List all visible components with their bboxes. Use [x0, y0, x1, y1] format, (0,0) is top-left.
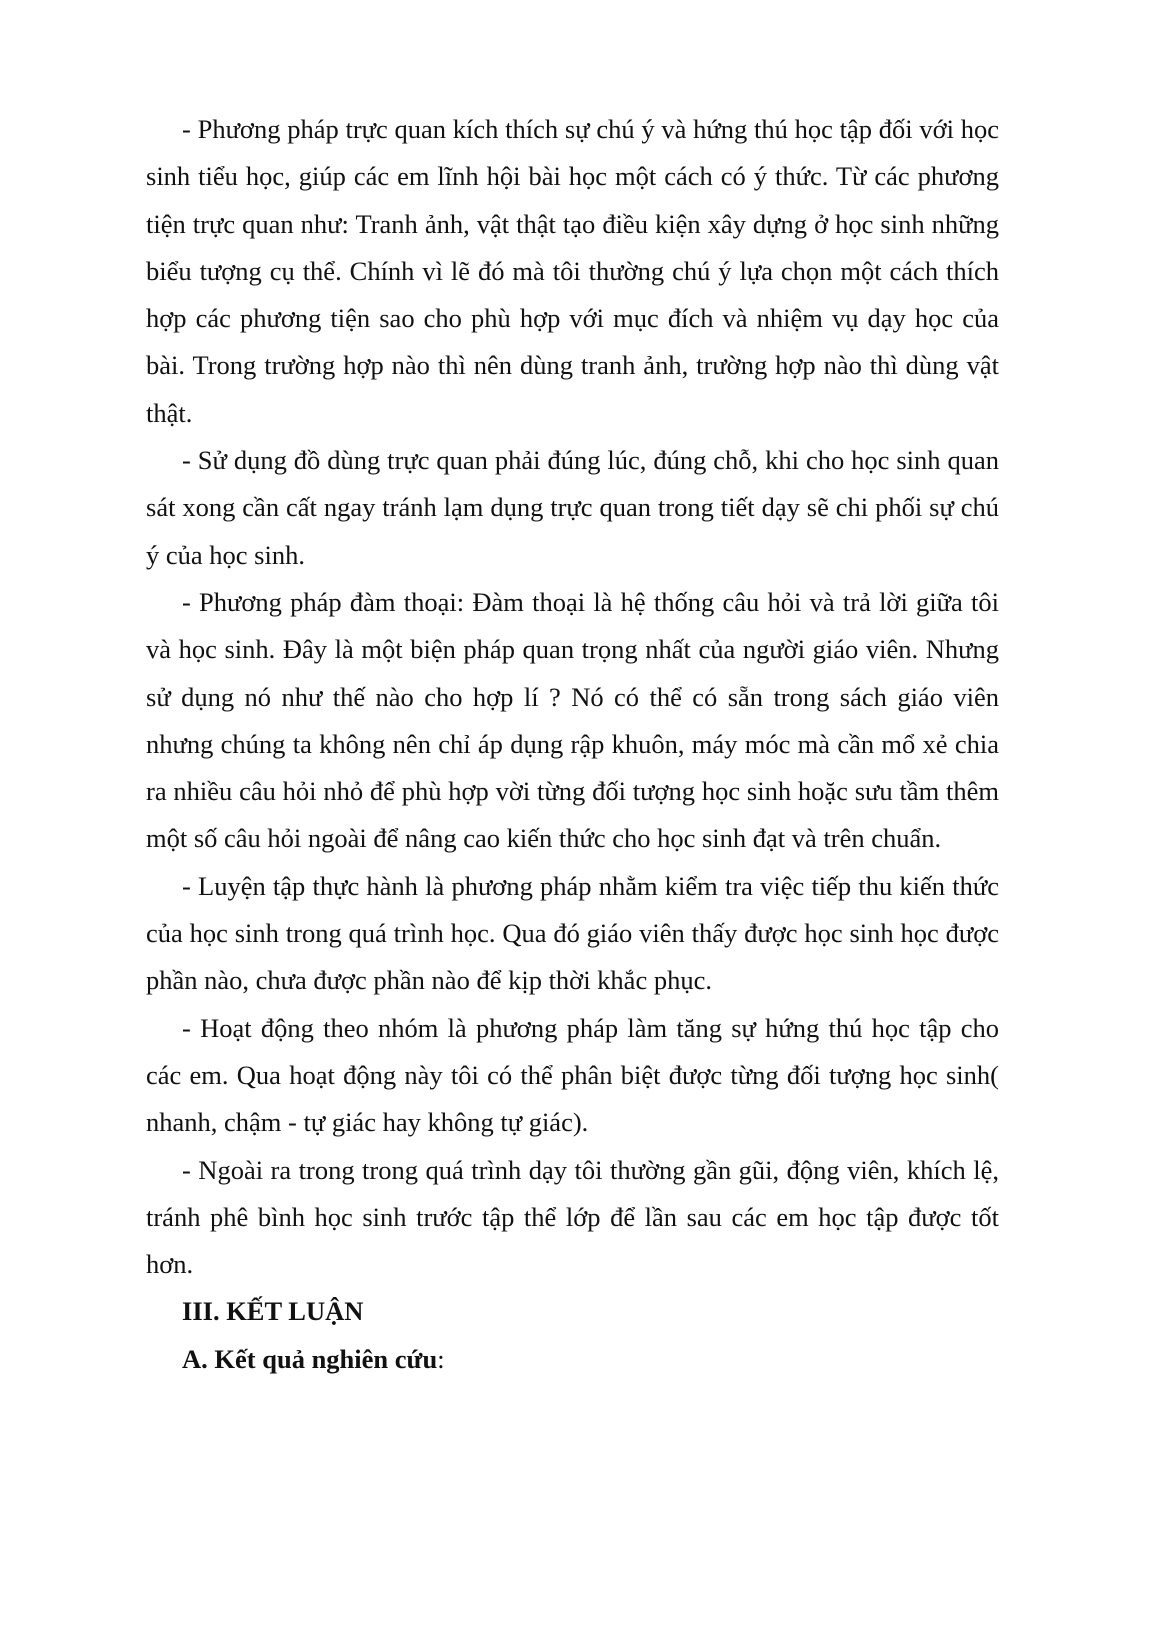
paragraph-group-activity: - Hoạt động theo nhóm là phương pháp làm tăng sự hứng thú học tập cho các em. Qua hoạt động này tôi có thể phân biệt được từng đối tượng học sinh( nhanh, chậm - tự giác hay không tự giác).: [146, 1012, 999, 1138]
paragraph-encouragement: - Ngoài ra trong trong quá trình dạy tôi thường gần gũi, động viên, khích lệ, tránh phê bình học sinh trước tập thể lớp để lần sau các em học tập được tốt hơn.: [146, 1154, 999, 1280]
paragraph-visual-aids-usage: - Sử dụng đồ dùng trực quan phải đúng lúc, đúng chỗ, khi cho học sinh quan sát xong cần cất ngay tránh lạm dụng trực quan trong tiết dạy sẽ chi phối sự chú ý của học sinh.: [146, 445, 999, 570]
paragraph-dialogue-method: - Phương pháp đàm thoại: Đàm thoại là hệ thống câu hỏi và trả lời giữa tôi và học sinh. Đây là một biện pháp quan trọng nhất của người giáo viên. Nhưng sử dụng nó như thế nào cho hợp lí ? Nó có thể có sẵn trong sách giáo viên nhưng chúng ta không nên chỉ áp dụng rập khuôn, máy móc mà cần mổ xẻ chia ra nhiều câu hỏi nhỏ để phù hợp vời từng đối tượng học sinh hoặc sưu tầm thêm một số câu hỏi ngoài để nâng cao kiến thức cho học sinh đạt và trên chuẩn.: [146, 586, 999, 854]
document-page: [146, 106, 999, 1383]
paragraph-visual-method: - Phương pháp trực quan kích thích sự chú ý và hứng thú học tập đối với học sinh tiểu học, giúp các em lĩnh hội bài học một cách có ý thức. Từ các phương tiện trực quan như: Tranh ảnh, vật thật tạo điều kiện xây dựng ở học sinh những biểu tượng cụ thể. Chính vì lẽ đó mà tôi thường chú ý lựa chọn một cách thích hợp các phương tiện sao cho phù hợp với mục đích và nhiệm vụ dạy học của bài. Trong trường hợp nào thì nên dùng tranh ảnh, trường hợp nào thì dùng vật thật.: [146, 114, 999, 428]
subsection-heading-label: A. Kết quả nghiên cứu: [182, 1343, 438, 1374]
section-heading-conclusion: III. KẾT LUẬN: [182, 1296, 364, 1327]
paragraph-practice-method: - Luyện tập thực hành là phương pháp nhằm kiểm tra việc tiếp thu kiến thức của học sinh trong quá trình học. Qua đó giáo viên thấy được học sinh học được phần nào, chưa được phần nào để kịp thời khắc phục.: [146, 870, 999, 996]
subsection-heading-results: [146, 1336, 999, 1383]
subsection-heading-colon: :: [437, 1343, 445, 1374]
